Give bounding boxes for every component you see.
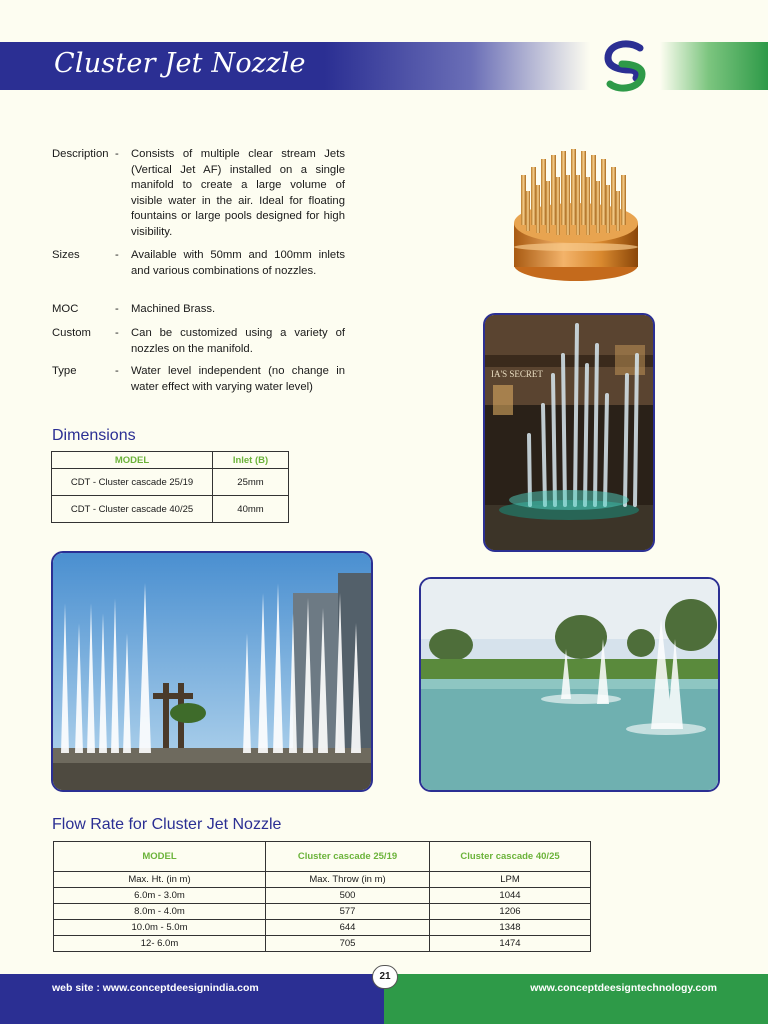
spec-label: Sizes [52,249,80,261]
table-row [54,936,591,952]
spec-value: Consists of multiple clear stream Jets (Vertical Jet AF) installed on a single manifold to create a large volume of visible water in the air. Ideal for floating fountains or large pools designed for high visibility. [131,148,345,238]
table-cell: 25mm [213,469,289,496]
table-cell: 8.0m - 4.0m [54,904,266,920]
spec-custom [52,326,352,358]
table-row [52,469,289,496]
dimensions-table [51,451,289,523]
spec-sizes [52,248,352,280]
day-fountain-photo [51,551,373,792]
col-header-inlet: Inlet (B) [213,452,289,469]
table-cell: 1044 [430,888,591,904]
dimensions-title: Dimensions [52,427,136,444]
table-cell: LPM [430,872,591,888]
header-green-band [660,42,768,90]
table-cell: 1348 [430,920,591,936]
footer-website-link[interactable]: web site : www.conceptdeesignindia.com [52,982,259,994]
night-fountain-image [485,315,653,550]
spec-value: Available with 50mm and 100mm inlets and various combinations of nozzles. [131,249,345,277]
brass-nozzle-image [505,145,647,285]
spec-value: Machined Brass. [131,303,216,315]
table-cell: 1206 [430,904,591,920]
table-cell: 500 [266,888,430,904]
photo-sign-text: IA'S SECRET [491,369,543,379]
spec-value: Water level independent (no change in water effect with varying water level) [131,365,345,393]
page-header [0,42,768,90]
table-header-row [54,842,591,872]
spec-dash: - [115,327,119,339]
spec-value: Can be customized using a variety of nozzles on the manifold. [131,327,345,355]
table-cell: 705 [266,936,430,952]
spec-dash: - [115,249,119,261]
pool-fountain-photo [419,577,720,792]
table-cell: 6.0m - 3.0m [54,888,266,904]
table-cell: 10.0m - 5.0m [54,920,266,936]
col-header-25-19: Cluster cascade 25/19 [266,842,430,872]
col-header-40-25: Cluster cascade 40/25 [430,842,591,872]
spec-moc [52,302,352,318]
spec-dash: - [115,148,119,160]
spec-label: MOC [52,303,79,315]
table-cell: 12- 6.0m [54,936,266,952]
table-row [54,904,591,920]
table-row [54,888,591,904]
table-subheader-row [54,872,591,888]
table-cell: 40mm [213,496,289,523]
table-cell: 577 [266,904,430,920]
table-cell: 644 [266,920,430,936]
table-row [52,496,289,523]
spec-label: Description [52,148,109,160]
page-number: 21 [372,965,398,989]
spec-label: Type [52,365,77,377]
spec-type [52,364,352,396]
table-cell: Max. Ht. (in m) [54,872,266,888]
spec-description [52,147,352,241]
spec-label: Custom [52,327,91,339]
table-cell: CDT - Cluster cascade 40/25 [52,496,213,523]
day-fountain-image [53,553,371,790]
table-cell: Max. Throw (in m) [266,872,430,888]
flow-rate-title: Flow Rate for Cluster Jet Nozzle [52,816,282,833]
footer-website-link-2[interactable]: www.conceptdeesigntechnology.com [530,982,717,994]
spec-dash: - [115,365,119,377]
page-title: Cluster Jet Nozzle [54,48,306,79]
spec-dash: - [115,303,119,315]
company-logo-icon [600,40,650,92]
table-header-row [52,452,289,469]
table-row [54,920,591,936]
pool-fountain-image [421,579,718,790]
col-header-model: MODEL [52,452,213,469]
table-cell: 1474 [430,936,591,952]
col-header-model: MODEL [54,842,266,872]
night-fountain-photo [483,313,655,552]
table-cell: CDT - Cluster cascade 25/19 [52,469,213,496]
flow-rate-table [53,841,591,952]
